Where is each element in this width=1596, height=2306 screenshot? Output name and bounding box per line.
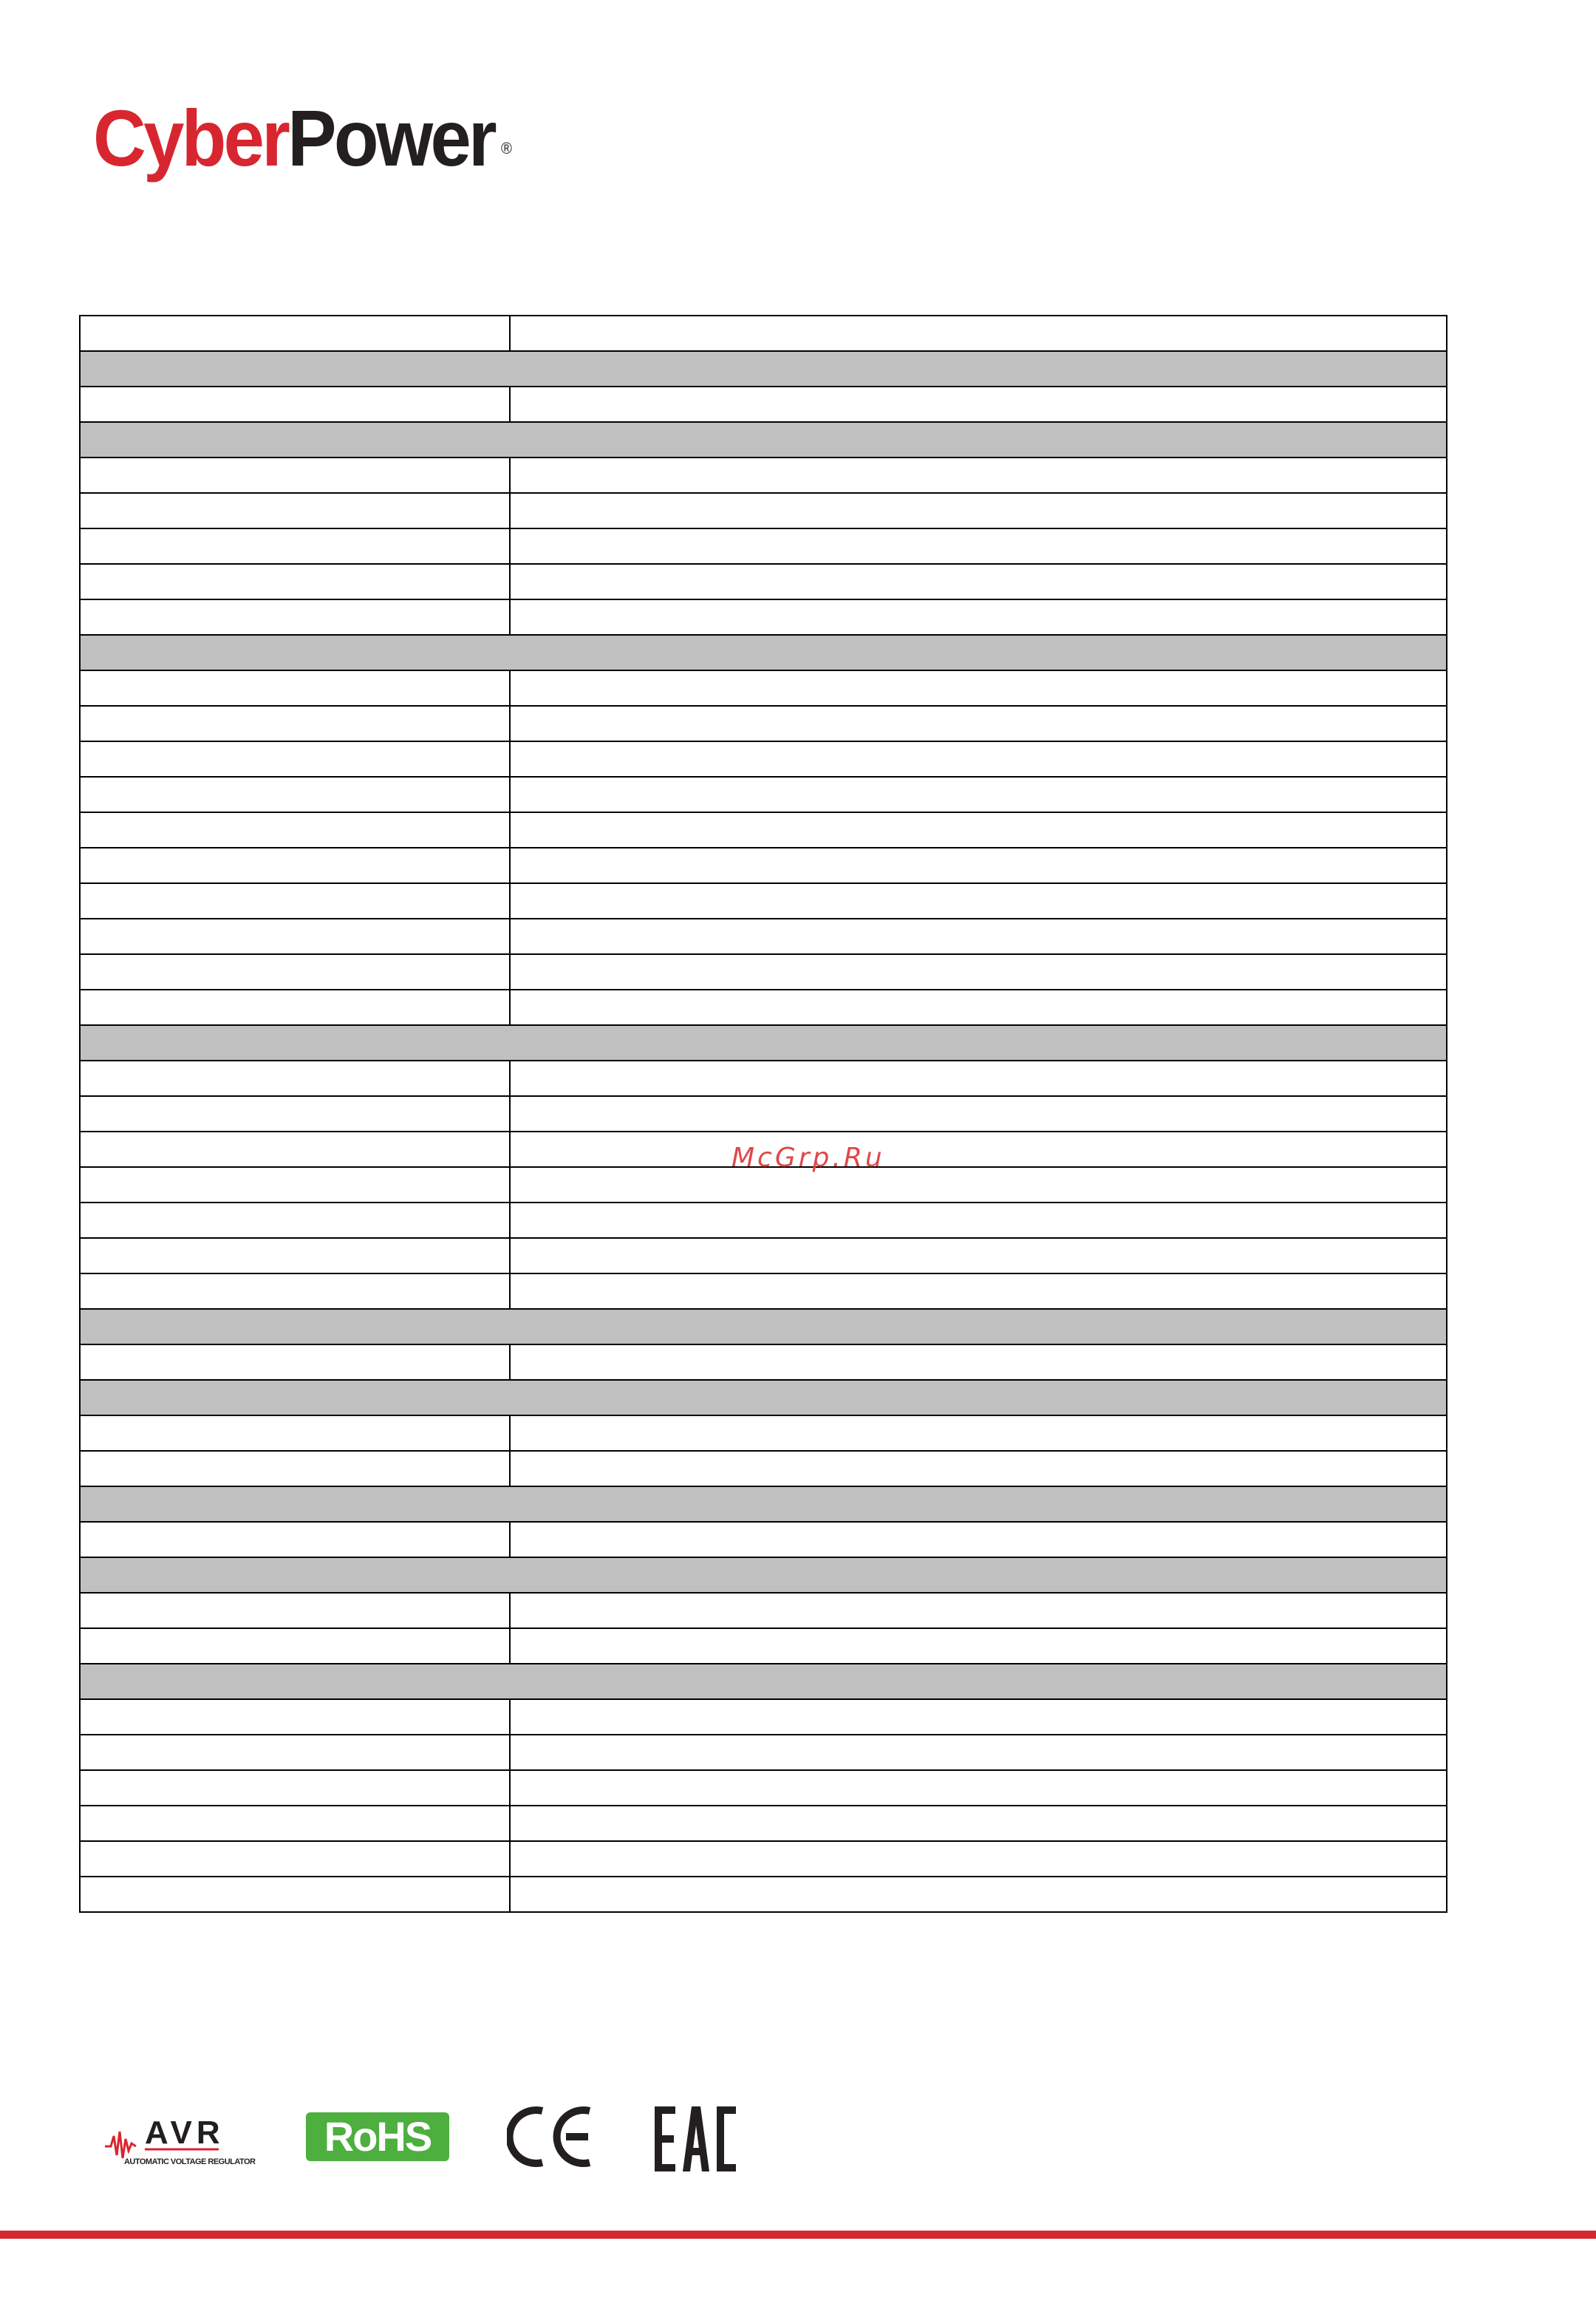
- spec-label-cell: [80, 1238, 510, 1273]
- spec-value-cell: [510, 741, 1447, 777]
- table-row: [80, 528, 1447, 564]
- spec-value-cell: [510, 564, 1447, 599]
- section-header-cell: [80, 1025, 1447, 1061]
- table-row: [80, 670, 1447, 706]
- section-header-cell: [80, 1309, 1447, 1344]
- spec-label-cell: [80, 1770, 510, 1806]
- table-row: [80, 1238, 1447, 1273]
- table-section-header: [80, 351, 1447, 387]
- spec-label-cell: [80, 599, 510, 635]
- table-row: [80, 387, 1447, 422]
- spec-label-cell: [80, 1273, 510, 1309]
- spec-label-cell: [80, 883, 510, 919]
- spec-label-cell: [80, 493, 510, 528]
- table-row: [80, 883, 1447, 919]
- section-header-cell: [80, 1557, 1447, 1593]
- spec-value-cell: [510, 1841, 1447, 1877]
- section-header-cell: [80, 351, 1447, 387]
- table-section-header: [80, 635, 1447, 670]
- spec-label-cell: [80, 1096, 510, 1132]
- spec-label-cell: [80, 670, 510, 706]
- table-row: [80, 812, 1447, 848]
- spec-label-cell: [80, 1132, 510, 1167]
- table-row: [80, 1096, 1447, 1132]
- table-section-header: [80, 1380, 1447, 1415]
- spec-label-cell: [80, 954, 510, 990]
- table-row: [80, 1770, 1447, 1806]
- table-row: [80, 1061, 1447, 1096]
- spec-value-cell: [510, 1699, 1447, 1735]
- table-row: [80, 493, 1447, 528]
- spec-value-cell: [510, 493, 1447, 528]
- spec-value-cell: [510, 883, 1447, 919]
- spec-label-cell: [80, 1344, 510, 1380]
- spec-label-cell: [80, 1203, 510, 1238]
- spec-value-cell: [510, 1238, 1447, 1273]
- spec-label-cell: [80, 1628, 510, 1664]
- spec-value-cell: [510, 1593, 1447, 1628]
- spec-value-cell: [510, 1877, 1447, 1912]
- eac-mark-icon: [655, 2103, 737, 2174]
- spec-value-cell: [510, 1415, 1447, 1451]
- spec-label-cell: [80, 1167, 510, 1203]
- table-row: [80, 1522, 1447, 1557]
- spec-value-cell: [510, 954, 1447, 990]
- logo-text-cyber: Cyber: [93, 93, 288, 183]
- table-section-header: [80, 1486, 1447, 1522]
- table-row: [80, 599, 1447, 635]
- spec-value-cell: [510, 1735, 1447, 1770]
- spec-value-cell: [510, 599, 1447, 635]
- spec-label-cell: [80, 741, 510, 777]
- table-row: [80, 777, 1447, 812]
- spec-value-cell: [510, 1061, 1447, 1096]
- avr-title: AVR: [145, 2115, 225, 2151]
- table-row: [80, 990, 1447, 1025]
- spec-label-cell: [80, 458, 510, 493]
- spec-label-cell: [80, 919, 510, 954]
- section-header-cell: [80, 1664, 1447, 1699]
- spec-value-cell: [510, 1132, 1447, 1167]
- section-header-cell: [80, 422, 1447, 458]
- spec-label-cell: [80, 1061, 510, 1096]
- table-row: [80, 1593, 1447, 1628]
- table-row: [80, 1699, 1447, 1735]
- spec-value-cell: [510, 1273, 1447, 1309]
- spec-value-cell: [510, 990, 1447, 1025]
- spec-value-cell: [510, 777, 1447, 812]
- spec-label-cell: [80, 777, 510, 812]
- cyberpower-logo: [93, 90, 512, 186]
- table-row: [80, 316, 1447, 351]
- spec-value-cell: [510, 1096, 1447, 1132]
- spec-label-cell: [80, 1806, 510, 1841]
- section-header-cell: [80, 1486, 1447, 1522]
- spec-label-cell: [80, 706, 510, 741]
- ce-mark-icon: [507, 2103, 598, 2170]
- table-row: [80, 706, 1447, 741]
- registered-mark: ®: [501, 139, 512, 157]
- spec-label-cell: [80, 1415, 510, 1451]
- table-row: [80, 1203, 1447, 1238]
- spec-value-cell: [510, 919, 1447, 954]
- spec-label-cell: [80, 1841, 510, 1877]
- table-row: [80, 1841, 1447, 1877]
- specification-table: [79, 315, 1447, 1913]
- table-row: [80, 1415, 1447, 1451]
- section-header-cell: [80, 635, 1447, 670]
- spec-label-cell: [80, 316, 510, 351]
- spec-value-cell: [510, 1628, 1447, 1664]
- section-header-cell: [80, 1380, 1447, 1415]
- avr-icon: [103, 2109, 259, 2169]
- table-row: [80, 564, 1447, 599]
- spec-value-cell: [510, 458, 1447, 493]
- spec-label-cell: [80, 848, 510, 883]
- spec-value-cell: [510, 812, 1447, 848]
- table-row: [80, 1344, 1447, 1380]
- spec-label-cell: [80, 1451, 510, 1486]
- spec-value-cell: [510, 1167, 1447, 1203]
- spec-value-cell: [510, 1522, 1447, 1557]
- spec-value-cell: [510, 316, 1447, 351]
- table-row: [80, 1735, 1447, 1770]
- spec-label-cell: [80, 1699, 510, 1735]
- spec-label-cell: [80, 1593, 510, 1628]
- avr-subtitle: AUTOMATIC VOLTAGE REGULATOR: [124, 2157, 256, 2166]
- table-row: [80, 1877, 1447, 1912]
- table-section-header: [80, 1309, 1447, 1344]
- spec-value-cell: [510, 1451, 1447, 1486]
- table-row: [80, 1806, 1447, 1841]
- spec-label-cell: [80, 1735, 510, 1770]
- spec-label-cell: [80, 990, 510, 1025]
- spec-label-cell: [80, 812, 510, 848]
- rohs-badge: RoHS: [306, 2112, 449, 2161]
- spec-label-cell: [80, 1877, 510, 1912]
- spec-label-cell: [80, 387, 510, 422]
- spec-value-cell: [510, 528, 1447, 564]
- spec-value-cell: [510, 1203, 1447, 1238]
- table-row: [80, 1273, 1447, 1309]
- table-row: [80, 458, 1447, 493]
- spec-value-cell: [510, 848, 1447, 883]
- table-section-header: [80, 1664, 1447, 1699]
- table-row: [80, 848, 1447, 883]
- table-row: [80, 1628, 1447, 1664]
- table-section-header: [80, 422, 1447, 458]
- logo-text-power: Power: [287, 93, 495, 183]
- spec-value-cell: [510, 1344, 1447, 1380]
- spec-value-cell: [510, 387, 1447, 422]
- spec-value-cell: [510, 1770, 1447, 1806]
- table-row: [80, 1451, 1447, 1486]
- spec-value-cell: [510, 706, 1447, 741]
- spec-label-cell: [80, 528, 510, 564]
- spec-label-cell: [80, 1522, 510, 1557]
- table-row: [80, 954, 1447, 990]
- spec-value-cell: [510, 670, 1447, 706]
- footer-red-line: [0, 2231, 1596, 2239]
- watermark: McGrp.Ru: [732, 1143, 885, 1173]
- table-row: [80, 741, 1447, 777]
- spec-label-cell: [80, 564, 510, 599]
- table-section-header: [80, 1025, 1447, 1061]
- table-row: [80, 919, 1447, 954]
- spec-value-cell: [510, 1806, 1447, 1841]
- table-section-header: [80, 1557, 1447, 1593]
